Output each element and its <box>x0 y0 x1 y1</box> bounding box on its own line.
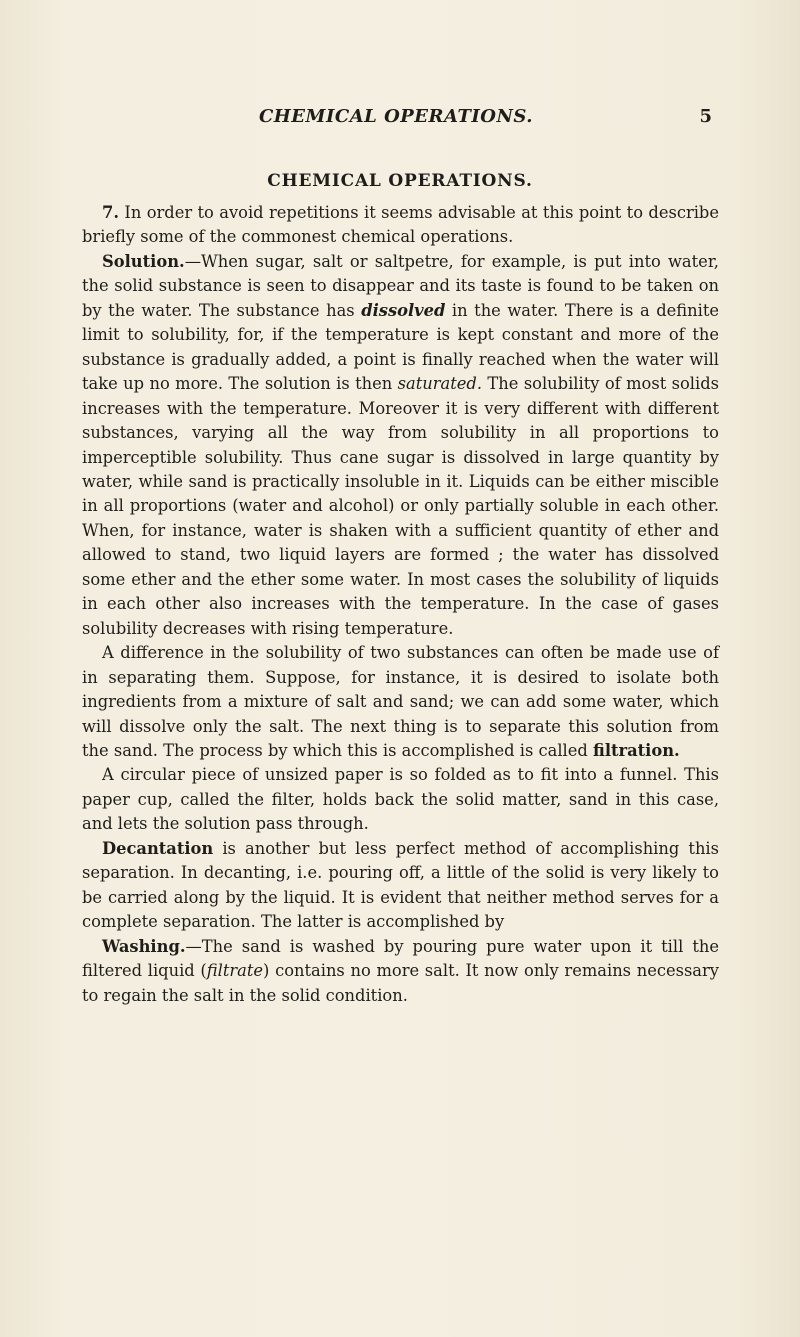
page-number: 5 <box>699 106 712 127</box>
paragraph-text: in the water. There is a definite limit to solubility, for, if the temperature is kept constant and more of the substance is gradually added, a point is finally reached when the water will take up no more. The solution is then <box>82 300 719 394</box>
paragraph-intro <box>82 201 719 250</box>
paragraph-washing <box>82 935 719 1008</box>
term-washing: Washing. <box>102 936 186 956</box>
running-head-title: CHEMICAL OPERATIONS. <box>258 106 534 127</box>
term-solution: Solution. <box>102 251 185 271</box>
term-filtration: filtration. <box>592 740 680 760</box>
term-dissolved: dissolved <box>361 300 446 320</box>
paragraph-number: 7. <box>102 203 119 222</box>
paragraph-filtration <box>82 641 719 763</box>
section-heading: CHEMICAL OPERATIONS. <box>267 171 533 191</box>
paragraph-text: In order to avoid repetitions it seems advisable at this point to describe briefly some of the commonest chemical operations. <box>82 203 719 247</box>
paragraph-text: —The sand is washed by pouring pure water upon it till the filtered liquid ( <box>82 936 719 981</box>
paragraph-text: A circular piece of unsized paper is so folded as to fit into a funnel. This paper cup, called the filter, holds back the solid matter, sand in this case, and lets the solution pass through. <box>82 765 719 834</box>
paragraph-filter <box>82 763 719 836</box>
paragraph-text: A difference in the solubility of two substances can often be made use of in separating them. Suppose, for instance, it is desired to isolate both ingredients from a mixture of salt and sand; we can add some water, which will dissolve only the salt. The next thing is to separate this solution from the sand. The process by which this is accomplished is called <box>82 643 719 760</box>
paragraph-text: The solubility of most solids increases with the temperature. Moreover it is very different with different substances, varying all the way from solubility in all proportions to imperceptible solubility. Thus cane sugar is dissolved in large quantity by water, while sand is practically insoluble in it. Liquids can be either miscible in all proportions (water and alcohol) or only partially soluble in each other. When, for instance, water is shaken with a sufficient quantity of ether and allowed to stand, two liquid layers are formed ; the water has dissolved some ether and the ether some water. In most cases the solubility of liquids in each other also increases with the temperature. In the case of gases solubility decreases with rising temperature. <box>82 374 720 638</box>
term-saturated: saturated. <box>397 374 483 394</box>
running-head <box>80 106 712 136</box>
paragraph-solution <box>82 250 719 641</box>
paragraph-text: ) contains no more salt. It now only remains necessary to regain the salt in the solid condition. <box>82 961 719 1005</box>
paragraph-text: is another but less perfect method of accomplishing this separation. In decanting, i.e. pouring off, a little of the solid is very likely to be carried along by the liquid. It is evident that neither method serves for a complete separation. The latter is accomplished by <box>82 838 719 932</box>
term-filtrate: filtrate <box>206 961 264 981</box>
term-decantation: Decantation <box>102 838 214 858</box>
paragraph-decantation <box>82 837 719 935</box>
paragraph-text: —When sugar, salt or saltpetre, for example, is put into water, the solid substance is seen to disappear and its taste is found to be taken on by the water. The substance has <box>82 251 719 320</box>
body-text <box>82 201 719 1008</box>
